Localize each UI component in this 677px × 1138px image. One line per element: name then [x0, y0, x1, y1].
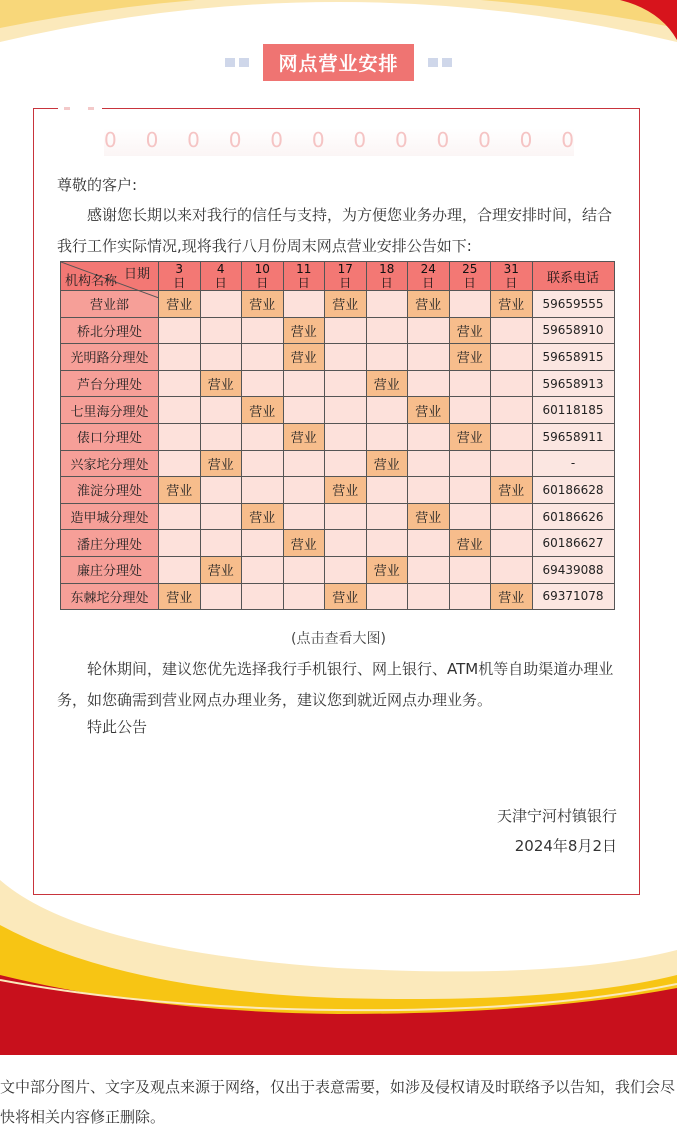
day-number: 31 — [503, 262, 519, 276]
open-cell: 营业 — [408, 291, 450, 318]
day-header — [200, 262, 242, 291]
closed-cell — [491, 423, 533, 450]
day-header — [449, 262, 491, 291]
closed-cell — [159, 344, 201, 371]
closed-cell — [200, 503, 242, 530]
corner-header — [61, 262, 159, 291]
table-row — [61, 530, 615, 557]
bank-name: 天津宁河村镇银行 — [496, 807, 617, 825]
closed-cell — [449, 556, 491, 583]
closed-cell — [408, 556, 450, 583]
closed-cell — [408, 370, 450, 397]
open-cell: 营业 — [200, 556, 242, 583]
phone-header: 联系电话 — [532, 262, 614, 291]
closed-cell — [242, 583, 284, 610]
branch-name: 芦台分理处 — [61, 370, 159, 397]
open-cell: 营业 — [200, 450, 242, 477]
day-header — [366, 262, 408, 291]
branch-name: 兴家坨分理处 — [61, 450, 159, 477]
notice-paragraph: 轮休期间，建议您优先选择我行手机银行、网上银行、ATM机等自助渠道办理业务，如您确需到营业网点办理业务，建议您到就近网点办理业务。 — [57, 660, 614, 709]
day-header — [408, 262, 450, 291]
closed-cell — [491, 370, 533, 397]
open-cell: 营业 — [449, 317, 491, 344]
closed-cell — [491, 317, 533, 344]
day-header — [242, 262, 284, 291]
table-row — [61, 423, 615, 450]
table-row — [61, 370, 615, 397]
decorative-zero: 0 — [394, 128, 408, 152]
closed-cell — [242, 477, 284, 504]
day-unit: 日 — [173, 276, 186, 290]
closed-cell — [159, 370, 201, 397]
decorative-zero: 0 — [270, 128, 283, 152]
day-number: 24 — [420, 262, 436, 276]
page-title: 网点营业安排 — [263, 44, 413, 81]
closed-cell — [366, 397, 408, 424]
phone-number: 59659555 — [532, 291, 614, 318]
day-number: 25 — [462, 262, 478, 276]
open-cell: 营业 — [325, 477, 367, 504]
branch-name: 营业部 — [61, 291, 159, 318]
open-cell: 营业 — [283, 344, 325, 371]
day-header — [159, 262, 201, 291]
open-cell: 营业 — [242, 503, 284, 530]
open-cell: 营业 — [449, 344, 491, 371]
day-header — [283, 262, 325, 291]
phone-number: 60118185 — [532, 397, 614, 424]
closed-cell — [242, 344, 284, 371]
closed-cell — [242, 317, 284, 344]
closed-cell — [242, 423, 284, 450]
closed-cell — [449, 583, 491, 610]
phone-number: 59658915 — [532, 344, 614, 371]
closed-cell — [283, 450, 325, 477]
day-unit: 日 — [297, 276, 310, 290]
closed-cell — [283, 291, 325, 318]
branch-name: 七里海分理处 — [61, 397, 159, 424]
branch-name: 潘庄分理处 — [61, 530, 159, 557]
closed-cell — [366, 477, 408, 504]
open-cell: 营业 — [491, 477, 533, 504]
closed-cell — [200, 317, 242, 344]
open-cell: 营业 — [159, 477, 201, 504]
phone-number: 69439088 — [532, 556, 614, 583]
table-row — [61, 556, 615, 583]
closed-cell — [200, 583, 242, 610]
branch-name: 俵口分理处 — [61, 423, 159, 450]
table-row — [61, 397, 615, 424]
closed-cell — [242, 530, 284, 557]
phone-number: 59658911 — [532, 423, 614, 450]
closed-cell — [159, 423, 201, 450]
open-cell: 营业 — [325, 583, 367, 610]
open-cell: 营业 — [283, 423, 325, 450]
closed-cell — [200, 397, 242, 424]
phone-number: 60186626 — [532, 503, 614, 530]
closed-cell — [491, 530, 533, 557]
decorative-zero: 0 — [436, 128, 450, 152]
closed-cell — [366, 530, 408, 557]
table-row — [61, 344, 615, 371]
decorative-zero: 0 — [104, 128, 117, 152]
footer-disclaimer: 文中部分图片、文字及观点来源于网络，仅出于表意需要，如涉及侵权请及时联络予以告知，我们会尽快将相关内容修正删除。 — [0, 1078, 676, 1126]
day-number: 18 — [379, 262, 395, 276]
open-cell: 营业 — [200, 370, 242, 397]
day-unit: 日 — [380, 276, 393, 290]
phone-number: 59658913 — [532, 370, 614, 397]
closed-cell — [325, 450, 367, 477]
closed-cell — [491, 556, 533, 583]
open-cell: 营业 — [491, 583, 533, 610]
table-row — [61, 477, 615, 504]
closed-cell — [242, 370, 284, 397]
closed-cell — [408, 423, 450, 450]
phone-number: 59658910 — [532, 317, 614, 344]
corner-name-label: 机构名称 — [65, 274, 118, 289]
open-cell: 营业 — [366, 556, 408, 583]
closed-cell — [325, 317, 367, 344]
closed-cell — [449, 397, 491, 424]
closing-text: 特此公告 — [87, 718, 148, 736]
closed-cell — [283, 556, 325, 583]
closed-cell — [200, 423, 242, 450]
decorative-zero: 0 — [519, 128, 533, 152]
closed-cell — [200, 530, 242, 557]
table-row — [61, 317, 615, 344]
open-cell: 营业 — [325, 291, 367, 318]
open-cell: 营业 — [159, 291, 201, 318]
open-cell: 营业 — [366, 450, 408, 477]
title-bar — [0, 44, 677, 81]
closed-cell — [408, 583, 450, 610]
closed-cell — [491, 450, 533, 477]
schedule-table[interactable] — [60, 261, 615, 610]
decorative-zero: 0 — [228, 128, 242, 152]
day-unit: 日 — [256, 276, 269, 290]
closed-cell — [159, 556, 201, 583]
closed-cell — [283, 583, 325, 610]
closed-cell — [159, 530, 201, 557]
open-cell: 营业 — [159, 583, 201, 610]
table-row — [61, 450, 615, 477]
closed-cell — [159, 503, 201, 530]
closed-cell — [283, 370, 325, 397]
branch-name: 造甲城分理处 — [61, 503, 159, 530]
table-row — [61, 583, 615, 610]
closed-cell — [159, 317, 201, 344]
day-unit: 日 — [463, 276, 476, 290]
day-unit: 日 — [505, 276, 518, 290]
decorative-zero: 0 — [145, 128, 159, 152]
decorative-zero: 0 — [311, 128, 325, 152]
branch-name: 淮淀分理处 — [61, 477, 159, 504]
closed-cell — [366, 423, 408, 450]
open-cell: 营业 — [283, 317, 325, 344]
decorative-zero: 0 — [187, 128, 200, 152]
closed-cell — [449, 503, 491, 530]
closed-cell — [200, 477, 242, 504]
closed-cell — [408, 317, 450, 344]
closed-cell — [408, 477, 450, 504]
day-unit: 日 — [339, 276, 352, 290]
day-number: 17 — [337, 262, 353, 276]
closed-cell — [325, 344, 367, 371]
open-cell: 营业 — [408, 503, 450, 530]
phone-number: 60186628 — [532, 477, 614, 504]
open-cell: 营业 — [283, 530, 325, 557]
image-caption[interactable]: (点击查看大图) — [291, 631, 386, 647]
closed-cell — [366, 317, 408, 344]
intro-paragraph: 感谢您长期以来对我行的信任与支持，为方便您业务办理，合理安排时间，结合我行工作实际情况,现将我行八月份周末网点营业安排公告如下: — [57, 206, 613, 255]
closed-cell — [325, 397, 367, 424]
day-header — [491, 262, 533, 291]
closed-cell — [449, 450, 491, 477]
day-unit: 日 — [422, 276, 435, 290]
phone-number: 60186627 — [532, 530, 614, 557]
closed-cell — [159, 450, 201, 477]
phone-number: - — [532, 450, 614, 477]
branch-name: 光明路分理处 — [61, 344, 159, 371]
phone-number: 69371078 — [532, 583, 614, 610]
open-cell: 营业 — [242, 291, 284, 318]
closed-cell — [283, 397, 325, 424]
table-row — [61, 503, 615, 530]
day-number: 3 — [175, 262, 184, 276]
open-cell: 营业 — [449, 423, 491, 450]
closed-cell — [408, 450, 450, 477]
open-cell: 营业 — [366, 370, 408, 397]
table-header-row — [61, 262, 615, 291]
decorative-zero: 0 — [353, 128, 367, 152]
day-unit: 日 — [214, 276, 227, 290]
closed-cell — [325, 503, 367, 530]
closed-cell — [325, 423, 367, 450]
card-corner-decoration — [58, 104, 102, 114]
closed-cell — [325, 530, 367, 557]
closed-cell — [449, 291, 491, 318]
closed-cell — [491, 397, 533, 424]
closed-cell — [491, 344, 533, 371]
closed-cell — [283, 477, 325, 504]
decorative-zeros — [104, 128, 574, 156]
open-cell: 营业 — [491, 291, 533, 318]
closed-cell — [408, 344, 450, 371]
closed-cell — [159, 397, 201, 424]
bottom-decoration — [0, 880, 677, 1055]
closed-cell — [366, 583, 408, 610]
day-number: 4 — [216, 262, 225, 276]
closed-cell — [242, 556, 284, 583]
decorative-zero: 0 — [561, 128, 574, 152]
title-decoration-left — [225, 58, 249, 67]
closed-cell — [366, 503, 408, 530]
closed-cell — [200, 291, 242, 318]
closed-cell — [449, 370, 491, 397]
closed-cell — [449, 477, 491, 504]
closed-cell — [325, 556, 367, 583]
greeting: 尊敬的客户: — [57, 176, 138, 194]
closed-cell — [366, 291, 408, 318]
closed-cell — [200, 344, 242, 371]
closed-cell — [491, 503, 533, 530]
open-cell: 营业 — [408, 397, 450, 424]
closed-cell — [242, 450, 284, 477]
closed-cell — [366, 344, 408, 371]
branch-name: 桥北分理处 — [61, 317, 159, 344]
day-number: 10 — [254, 262, 270, 276]
branch-name: 东棘坨分理处 — [61, 583, 159, 610]
day-header — [325, 262, 367, 291]
decorative-zero: 0 — [478, 128, 491, 152]
branch-name: 廉庄分理处 — [61, 556, 159, 583]
notice-date: 2024年8月2日 — [514, 837, 617, 855]
open-cell: 营业 — [449, 530, 491, 557]
day-number: 11 — [296, 262, 312, 276]
title-decoration-right — [428, 58, 452, 67]
open-cell: 营业 — [242, 397, 284, 424]
closed-cell — [283, 503, 325, 530]
closed-cell — [325, 370, 367, 397]
closed-cell — [408, 530, 450, 557]
corner-date-label: 日期 — [123, 267, 150, 282]
